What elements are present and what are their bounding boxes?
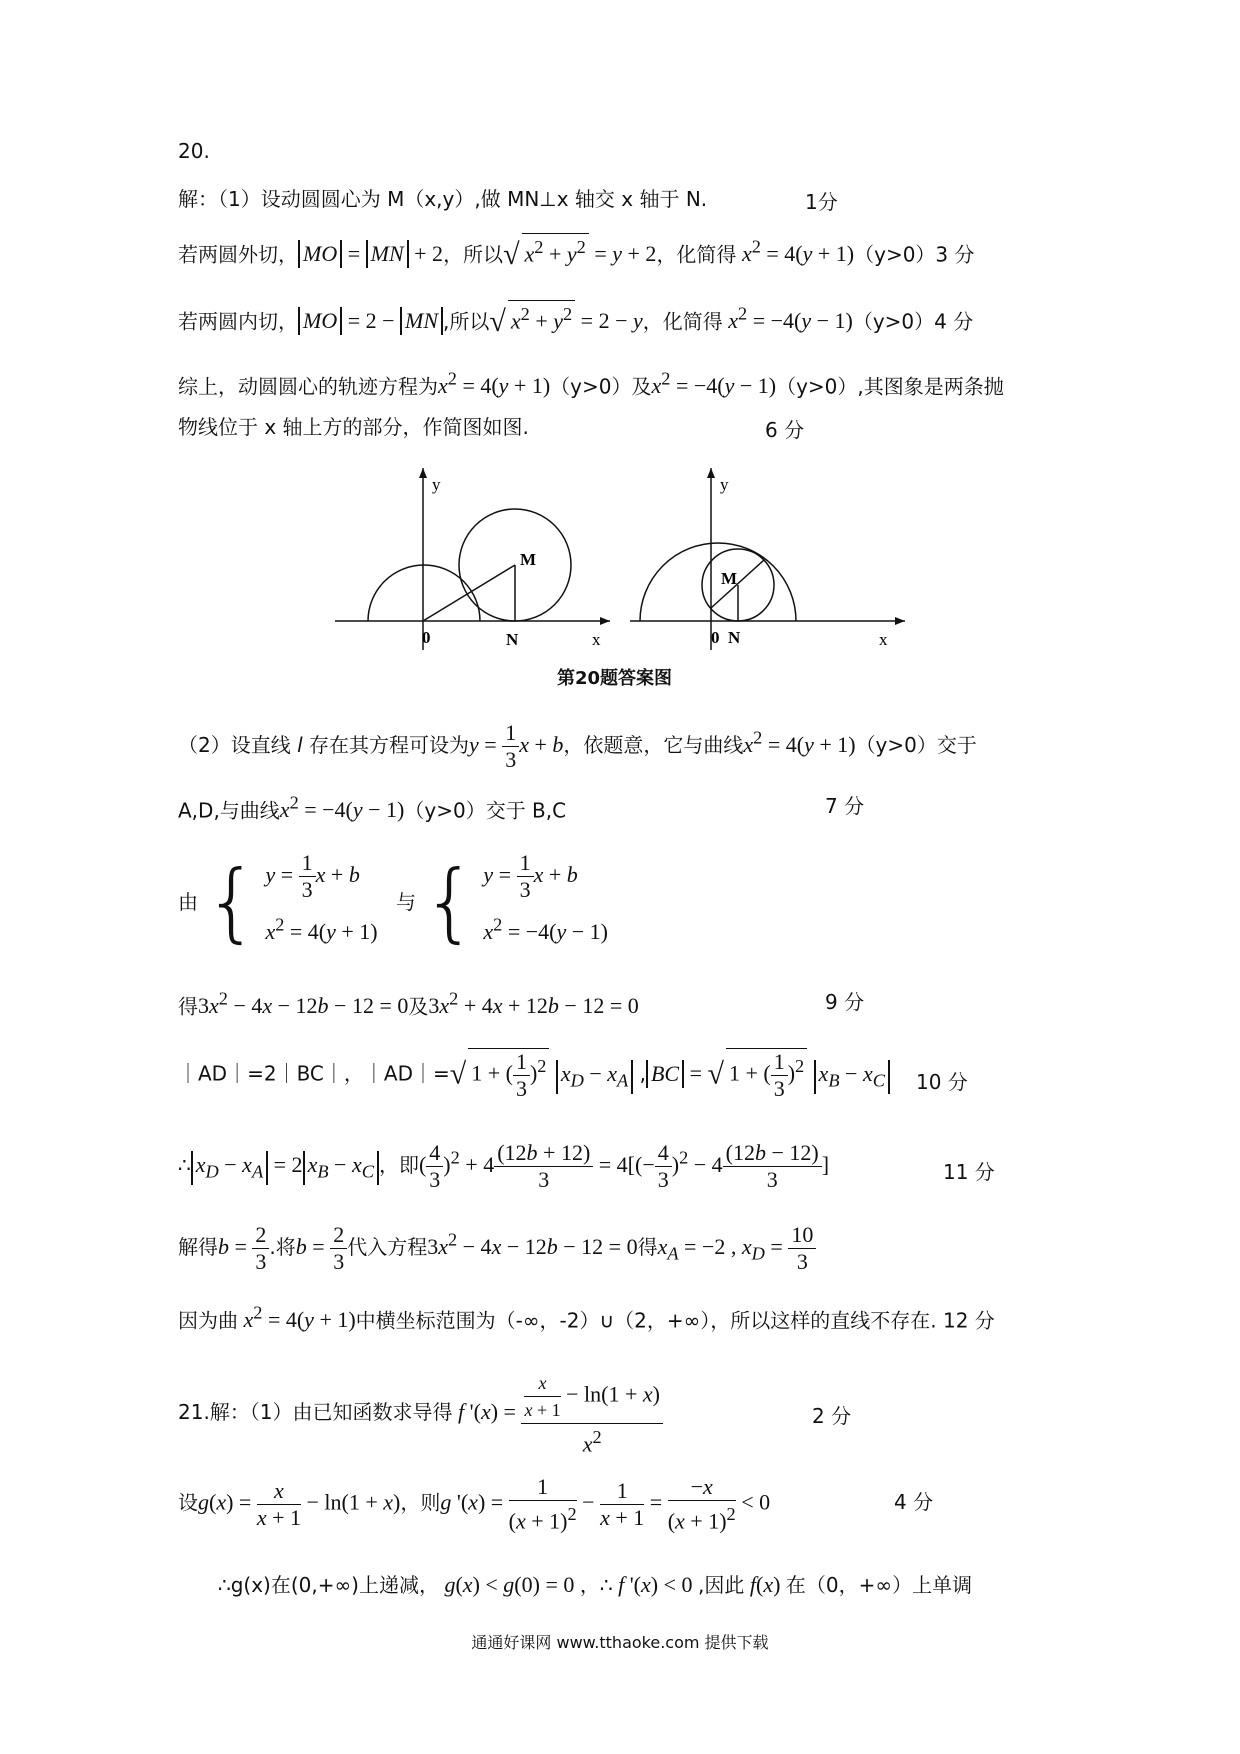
score-2: 2 分 <box>812 1404 852 1428</box>
text: 若两圆外切， <box>178 242 298 267</box>
label-y: y <box>720 475 729 494</box>
text: ，所以 <box>443 242 504 267</box>
text: 中横坐标范围为（-∞，-2）∪（2，+∞），所以这样的直线不存在. 12 分 <box>355 1308 995 1333</box>
text: .将 <box>269 1235 296 1259</box>
label-x: x <box>879 630 888 649</box>
figure-caption: 第20题答案图 <box>557 668 673 689</box>
text: 解得 <box>178 1235 218 1259</box>
ad-bc-relation: ｜AD｜=2｜BC｜，｜AD｜=√ 1 + ( $\frac{1}{3}$ )$^2$ $x_D - x_A$ , BC = √ 1 + ( $\frac{1}{3}$ )$^2$ $x_B - x_C$ <box>178 1048 890 1102</box>
text: 代入方程 <box>347 1235 428 1259</box>
label-y: y <box>432 475 441 494</box>
derived-equations: 得$3x^2 - 4x - 12b - 12 = 0$及$3x^2 + 4x + 12b - 12 = 0$ <box>178 989 639 1019</box>
figure-left <box>330 460 620 660</box>
p21-line2: 设g(x) = $\frac{x}{x + 1}$ − ln(1 + x)，则g '(x) = $\frac{1}{(x + 1)^2}$ − $\frac{1}{x + 1}$ = $\frac{-x}{(x + 1)^2}$ < 0 <box>178 1474 771 1534</box>
text: ,所以 <box>443 309 490 334</box>
text: 解：（1）设动圆圆心为 M（x,y）,做 MN⊥x 轴交 x 轴于 N. <box>178 187 708 211</box>
score-9: 9 分 <box>825 990 865 1014</box>
footer: 通通好课网 www.tthaoke.com 提供下载 <box>471 1633 769 1652</box>
p21-line1: 21.解：（1）由已知函数求导得 f '(x) = $\frac{x}{x + 1}$ − ln(1 + x) $x^2$ <box>178 1370 663 1457</box>
text: 由 <box>178 890 198 915</box>
text: （y>0）及 <box>550 374 652 399</box>
system-of-equations: 由 { y = $\frac{1}{3}$ x + b $x^2 = 4(y + 1)$ 与 { y = $\frac{1}{3}$ x + b $x^2 = -4(y - 1)$ <box>178 850 608 953</box>
label-o: 0 <box>422 628 431 647</box>
part1-line2: 若两圆外切， MO = MN + 2，所以√ $x^2 + y^2 = y + 2$，化简得 $x^2 = 4(y + 1)(y>0)3$ 分 <box>178 233 975 268</box>
text: 及 <box>408 994 429 1019</box>
text: ，化简得 <box>642 309 723 334</box>
text: ，依题意，它与曲线 <box>563 733 744 757</box>
text: 与 <box>395 890 416 915</box>
part1-line5: 物线位于 x 轴上方的部分，作简图如图. <box>178 415 529 439</box>
label-m: M <box>520 550 537 569</box>
text: 在（0，+∞）上单调 <box>785 1573 973 1597</box>
score-6: 6 分 <box>765 418 805 442</box>
text: A,D,与曲线 <box>178 798 280 823</box>
text: ，∴ <box>579 1573 613 1597</box>
problem-number: 20. <box>178 139 210 163</box>
solve-line: 解得b = $\frac{2}{3}$ .将b = $\frac{2}{3}$ 代入方程$3x^2 - 4x - 12b - 12 = 0$得$x_A = -2$ , $x_D$ = $\frac{10}{3}$ <box>178 1222 816 1275</box>
text: 综上，动圆圆心的轨迹方程为 <box>178 374 438 399</box>
text: 因为曲 <box>178 1308 238 1333</box>
part1-line1 <box>178 186 707 212</box>
label-o: 0 <box>711 628 720 647</box>
text: 得 <box>637 1235 658 1259</box>
text: 存在其方程可设为 <box>309 733 470 757</box>
part1-line3: 若两圆内切， MO = 2 − MN ,所以√ $x^2 + y^2 = 2 - y$，化简得 $x^2 = -4(y - 1)(y>0)4$ 分 <box>178 300 973 335</box>
text: ，则 <box>400 1490 441 1515</box>
text: ,因此 <box>698 1573 745 1597</box>
text: ∴ <box>178 1153 191 1177</box>
label-x: x <box>592 630 601 649</box>
label-n: N <box>728 628 741 647</box>
part1-line4: 综上，动圆圆心的轨迹方程为$x^2 = 4(y + 1)(y>0)$及$x^2 = -4(y - 1)(y>0)$,其图象是两条抛 <box>178 369 1004 399</box>
score-1: 1分 <box>805 190 838 214</box>
text: （y>0）4 分 <box>852 309 974 334</box>
text: （y>0）,其图象是两条抛 <box>776 374 1004 399</box>
text: 设 <box>178 1490 198 1515</box>
figure-right <box>625 460 915 660</box>
final-line: 因为曲 $x^2 = 4(y + 1)$中横坐标范围为（-∞，-2）∪（2，+∞），所以这样的直线不存在. 12 分 <box>178 1303 995 1333</box>
text: ，化简得 <box>656 242 737 267</box>
part2-line2: A,D,与曲线$x^2 = -4(y - 1)(y>0)$交于 B,C <box>178 793 567 823</box>
text: 得 <box>178 994 198 1019</box>
label-n: N <box>506 630 519 649</box>
score-4: 4 分 <box>894 1490 934 1514</box>
text: （y>0）交于 <box>855 733 977 757</box>
text: （y>0）交于 B,C <box>404 798 567 823</box>
text: 若两圆内切， <box>178 309 298 334</box>
score-11: 11 分 <box>943 1160 995 1184</box>
text: （2）设直线 <box>178 733 291 757</box>
p21-line3: ∴g(x)在(0,+∞)上递减， g(x) < g(0) = 0 ，∴ f '(x) < 0 ,因此 f(x) 在（0，+∞）上单调 <box>218 1572 973 1597</box>
therefore-line: ∴ $x_D - x_A = 2$ $x_B - x_C$ ，即( $\frac{4}{3}$ )$^2$ + 4 $\frac{(12b + 12)}{3}$ = 4[(− $\frac{4}{3}$ )$^2$ − 4 $\frac{(12b - 12)}{3}$ ] <box>178 1140 830 1192</box>
text: ｜AD｜=2｜BC｜，｜AD｜= <box>178 1061 450 1086</box>
text: ∴g(x)在(0,+∞)上递减， <box>218 1573 439 1597</box>
label-m: M <box>721 569 738 588</box>
text: l <box>297 733 303 757</box>
text: 21.解：（1）由已知函数求导得 <box>178 1400 453 1425</box>
score-7: 7 分 <box>825 794 865 818</box>
text: （y>0）3 分 <box>854 242 975 267</box>
score-10: 10 分 <box>916 1070 968 1094</box>
text: ，即 <box>378 1153 419 1177</box>
part2-line1: （2）设直线 l 存在其方程可设为y = $\frac{1}{3}$ x + b，依题意，它与曲线$x^2 = 4(y + 1)(y>0)$交于 <box>178 720 977 772</box>
